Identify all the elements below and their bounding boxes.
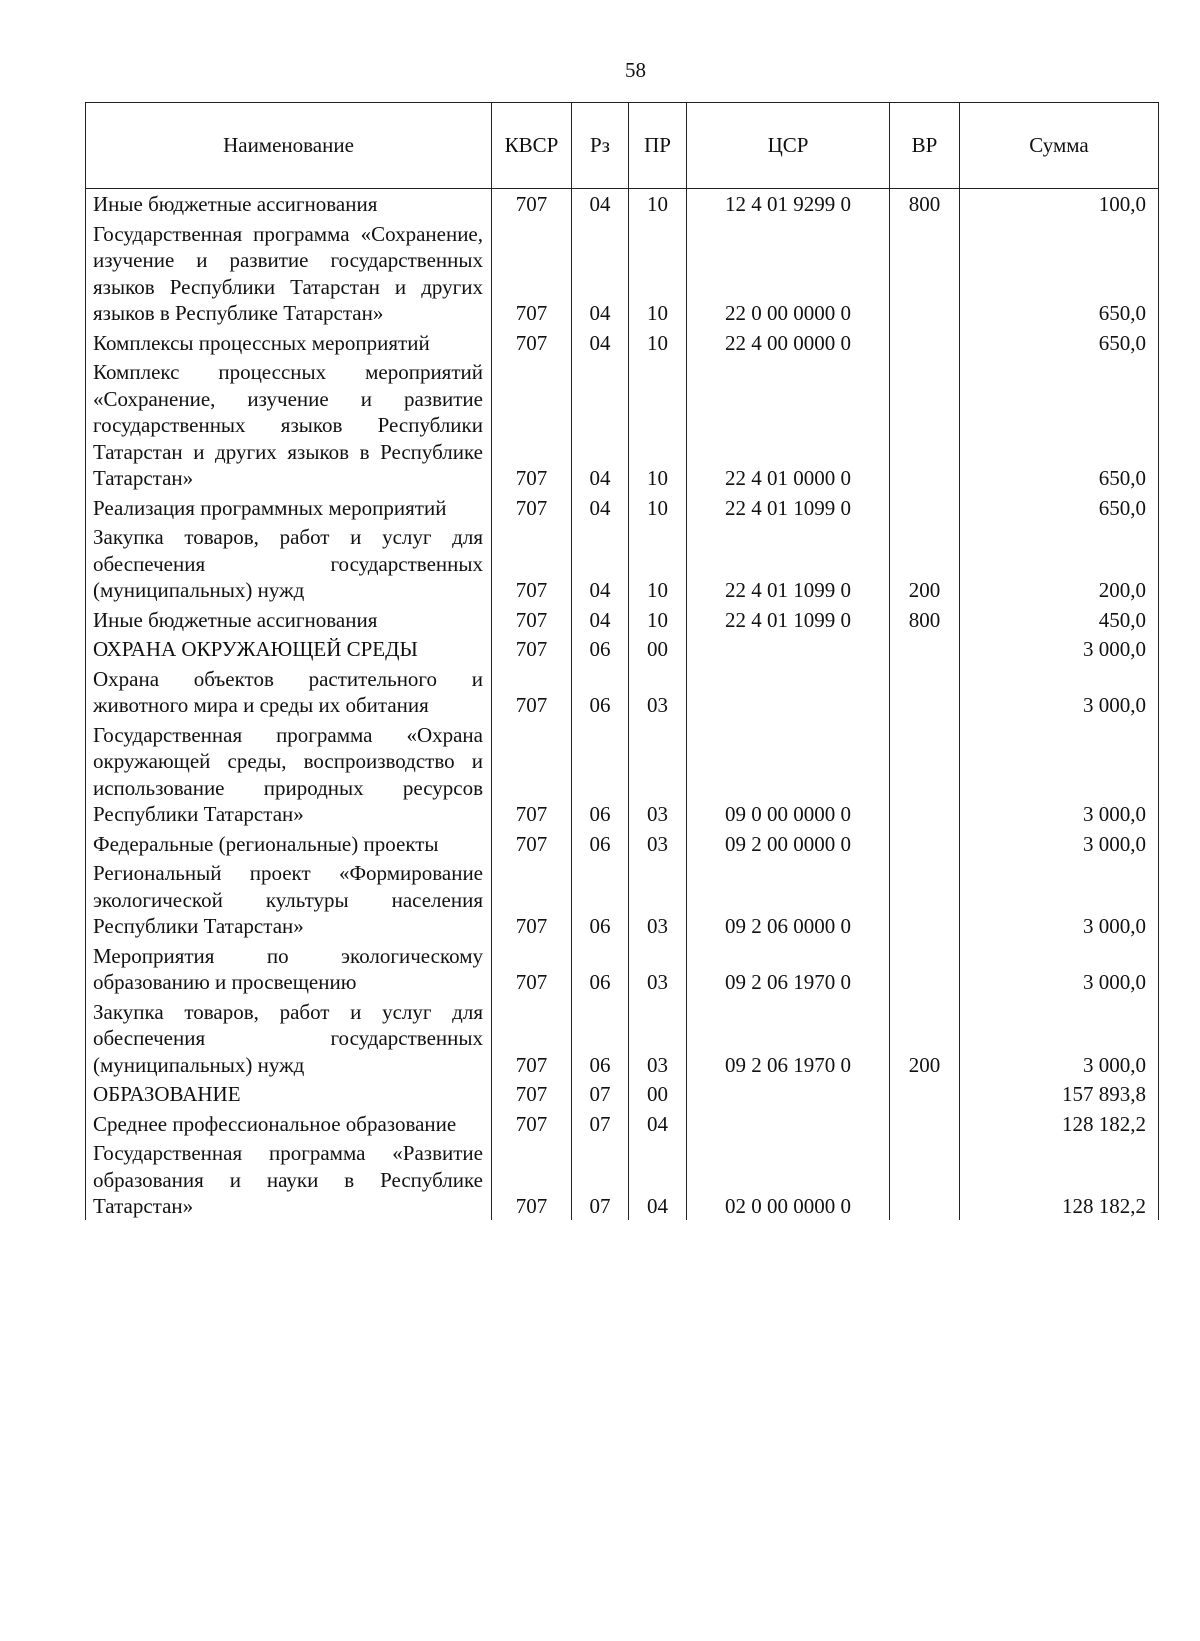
row-kvsr: 707 [492,663,572,719]
row-vr [890,663,960,719]
row-pr: 10 [629,189,687,218]
row-name: Комплекс процессных мероприятий «Сохранение, изучение и развитие государственных языков Республики Татарстан и других языков в Республике Татарстан» [86,356,492,492]
row-kvsr: 707 [492,604,572,634]
row-name: Иные бюджетные ассигнования [86,189,492,218]
row-csr: 02 0 00 0000 0 [687,1137,890,1220]
row-sum: 100,0 [960,189,1159,218]
table-row [86,719,1159,828]
row-csr: 09 2 06 1970 0 [687,996,890,1079]
row-pr: 10 [629,356,687,492]
table-row [86,828,1159,858]
header-kvsr: КВСР [492,103,572,189]
row-rz: 07 [572,1078,629,1108]
header-pr: ПР [629,103,687,189]
row-vr [890,828,960,858]
row-rz: 04 [572,189,629,218]
row-pr: 10 [629,604,687,634]
row-sum: 128 182,2 [960,1137,1159,1220]
row-rz: 06 [572,996,629,1079]
row-csr: 22 4 01 1099 0 [687,492,890,522]
row-rz: 04 [572,492,629,522]
row-csr: 22 4 00 0000 0 [687,327,890,357]
table-row [86,633,1159,663]
row-vr [890,492,960,522]
row-name: Среднее профессиональное образование [86,1108,492,1138]
row-name: Мероприятия по экологическому образованию и просвещению [86,940,492,996]
row-rz: 04 [572,218,629,327]
row-rz: 06 [572,633,629,663]
table-row [86,189,1159,218]
row-vr [890,327,960,357]
row-kvsr: 707 [492,719,572,828]
row-name: Федеральные (региональные) проекты [86,828,492,858]
row-csr: 09 2 06 0000 0 [687,857,890,940]
header-rz: Рз [572,103,629,189]
row-name: Региональный проект «Формирование экологической культуры населения Республики Татарстан» [86,857,492,940]
row-name: Закупка товаров, работ и услуг для обеспечения государственных (муниципальных) нужд [86,996,492,1079]
row-pr: 04 [629,1108,687,1138]
row-kvsr: 707 [492,356,572,492]
row-sum: 3 000,0 [960,857,1159,940]
table-body [86,189,1159,1220]
row-rz: 07 [572,1137,629,1220]
table-row [86,1137,1159,1220]
row-sum: 128 182,2 [960,1108,1159,1138]
table-row [86,663,1159,719]
row-name: Государственная программа «Сохранение, изучение и развитие государственных языков Республики Татарстан и других языков в Республике Татарстан» [86,218,492,327]
table-row [86,996,1159,1079]
row-pr: 03 [629,663,687,719]
row-kvsr: 707 [492,633,572,663]
row-sum: 650,0 [960,356,1159,492]
row-rz: 06 [572,940,629,996]
row-vr [890,940,960,996]
row-rz: 04 [572,356,629,492]
row-name: Иные бюджетные ассигнования [86,604,492,634]
row-name: Охрана объектов растительного и животного мира и среды их обитания [86,663,492,719]
row-rz: 04 [572,327,629,357]
budget-table [85,102,1159,1220]
row-pr: 10 [629,218,687,327]
row-csr: 09 2 06 1970 0 [687,940,890,996]
row-pr: 00 [629,1078,687,1108]
row-kvsr: 707 [492,940,572,996]
table-row [86,1108,1159,1138]
row-name: Закупка товаров, работ и услуг для обеспечения государственных (муниципальных) нужд [86,521,492,604]
row-rz: 06 [572,857,629,940]
row-pr: 10 [629,492,687,522]
row-pr: 03 [629,857,687,940]
row-sum: 157 893,8 [960,1078,1159,1108]
row-vr: 800 [890,604,960,634]
table-row [86,521,1159,604]
row-kvsr: 707 [492,1108,572,1138]
row-kvsr: 707 [492,218,572,327]
row-sum: 450,0 [960,604,1159,634]
row-sum: 3 000,0 [960,719,1159,828]
header-sum: Сумма [960,103,1159,189]
row-csr: 22 0 00 0000 0 [687,218,890,327]
row-pr: 00 [629,633,687,663]
row-csr: 09 2 00 0000 0 [687,828,890,858]
table-row [86,604,1159,634]
row-vr [890,1108,960,1138]
row-sum: 200,0 [960,521,1159,604]
row-rz: 06 [572,719,629,828]
table-header [86,103,1159,189]
row-kvsr: 707 [492,1137,572,1220]
row-sum: 650,0 [960,327,1159,357]
row-kvsr: 707 [492,857,572,940]
row-pr: 03 [629,719,687,828]
page-number: 58 [625,58,646,82]
row-pr: 03 [629,828,687,858]
table-row [86,1078,1159,1108]
header-csr: ЦСР [687,103,890,189]
row-name: ОХРАНА ОКРУЖАЮЩЕЙ СРЕДЫ [86,633,492,663]
row-kvsr: 707 [492,327,572,357]
row-pr: 10 [629,327,687,357]
header-vr: ВР [890,103,960,189]
row-vr: 200 [890,521,960,604]
row-csr: 12 4 01 9299 0 [687,189,890,218]
row-csr: 09 0 00 0000 0 [687,719,890,828]
row-sum: 3 000,0 [960,996,1159,1079]
row-sum: 3 000,0 [960,828,1159,858]
row-vr [890,1078,960,1108]
row-name: Государственная программа «Развитие образования и науки в Республике Татарстан» [86,1137,492,1220]
row-csr: 22 4 01 0000 0 [687,356,890,492]
row-vr: 200 [890,996,960,1079]
table-row [86,940,1159,996]
row-rz: 07 [572,1108,629,1138]
row-name: Комплексы процессных мероприятий [86,327,492,357]
row-name: Государственная программа «Охрана окружающей среды, воспроизводство и использование природных ресурсов Республики Татарстан» [86,719,492,828]
header-name: Наименование [86,103,492,189]
row-kvsr: 707 [492,996,572,1079]
row-csr [687,663,890,719]
row-kvsr: 707 [492,828,572,858]
row-vr [890,633,960,663]
row-vr [890,857,960,940]
row-csr: 22 4 01 1099 0 [687,521,890,604]
row-vr [890,356,960,492]
row-name: Реализация программных мероприятий [86,492,492,522]
row-csr [687,1078,890,1108]
row-rz: 06 [572,663,629,719]
row-pr: 03 [629,996,687,1079]
row-csr [687,1108,890,1138]
row-name: ОБРАЗОВАНИЕ [86,1078,492,1108]
row-csr: 22 4 01 1099 0 [687,604,890,634]
row-sum: 3 000,0 [960,940,1159,996]
row-kvsr: 707 [492,521,572,604]
table-row [86,492,1159,522]
row-pr: 03 [629,940,687,996]
table-row [86,327,1159,357]
row-sum: 3 000,0 [960,633,1159,663]
table-row [86,356,1159,492]
row-rz: 04 [572,521,629,604]
row-vr [890,1137,960,1220]
row-kvsr: 707 [492,1078,572,1108]
row-rz: 04 [572,604,629,634]
table-row [86,218,1159,327]
row-sum: 650,0 [960,492,1159,522]
row-vr: 800 [890,189,960,218]
row-csr [687,633,890,663]
row-sum: 3 000,0 [960,663,1159,719]
row-vr [890,218,960,327]
table-row [86,857,1159,940]
row-vr [890,719,960,828]
row-rz: 06 [572,828,629,858]
row-sum: 650,0 [960,218,1159,327]
row-pr: 04 [629,1137,687,1220]
row-pr: 10 [629,521,687,604]
row-kvsr: 707 [492,492,572,522]
row-kvsr: 707 [492,189,572,218]
